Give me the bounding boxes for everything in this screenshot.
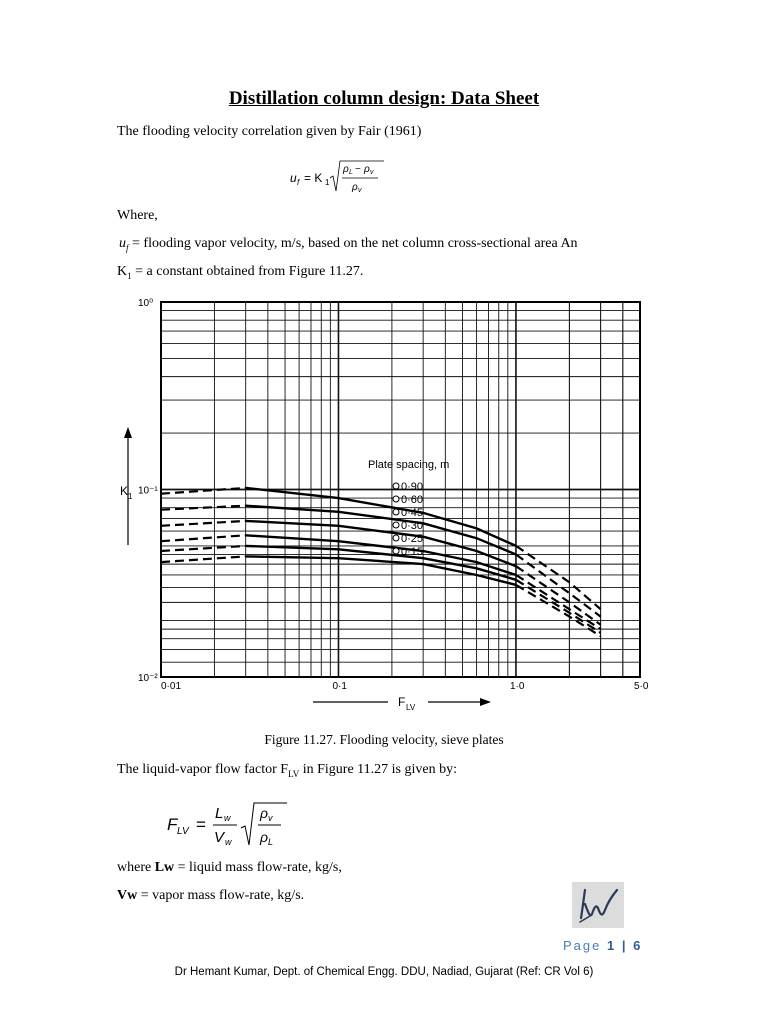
signature-image: [572, 882, 624, 928]
svg-text:ρ: ρ: [364, 164, 370, 175]
page-footer: Dr Hemant Kumar, Dept. of Chemical Engg. DDU, Nadiad, Gujarat (Ref: CR Vol 6): [174, 966, 594, 978]
svg-text:−: −: [355, 164, 361, 175]
x-axis-arrowhead: [480, 698, 491, 706]
k1-definition: $K_1 = a$ constant obtained from Figure 11.27.: [117, 264, 364, 281]
legend-title: Plate spacing, m: [368, 459, 450, 471]
spacing-marker: [393, 496, 399, 502]
flv-intro: The liquid-vapor flow factor $F_{LV}$ in Figure 11.27 is given by:: [117, 762, 457, 779]
y-tick-label: 10⁰: [138, 298, 154, 309]
curve-0·30-lead: [161, 535, 246, 541]
svg-text:ρ: ρ: [352, 182, 358, 193]
x-tick-label: 0·1: [332, 681, 347, 692]
vw-definition: Vw = vapor mass flow-rate, kg/s.: [117, 888, 305, 903]
x-tick-label: 0·01: [161, 681, 182, 692]
svg-text:v: v: [268, 813, 273, 823]
curve-0·15-lead: [161, 556, 246, 562]
figure-caption: Figure 11.27. Flooding velocity, sieve plates: [264, 732, 504, 747]
x-tick-label: 1·0: [509, 681, 525, 692]
curve-0·25-lead: [161, 546, 246, 551]
spacing-marker: [393, 483, 399, 489]
svg-text:LV: LV: [177, 826, 189, 837]
fair-equation: [288, 156, 398, 198]
spacing-label: 0·30: [401, 520, 424, 532]
svg-text:ρ: ρ: [343, 164, 349, 175]
svg-text:f: f: [297, 178, 300, 187]
svg-text:ρ: ρ: [260, 805, 269, 821]
y-axis-label: K: [120, 484, 129, 498]
svg-text:F: F: [167, 815, 178, 834]
flooding-velocity-chart: [118, 290, 648, 720]
spacing-marker: [393, 535, 399, 541]
svg-text:u: u: [290, 171, 297, 185]
svg-text:= K: = K: [304, 171, 323, 185]
spacing-label: 0·90: [401, 481, 424, 493]
x-axis-label: F: [398, 695, 406, 709]
svg-text:=: =: [196, 815, 206, 834]
lw-definition: where Lw = liquid mass flow-rate, kg/s,: [117, 860, 342, 875]
y-axis-label-sub: 1: [128, 492, 133, 501]
spacing-marker: [393, 522, 399, 528]
y-tick-label: 10⁻²: [138, 673, 158, 684]
svg-text:L: L: [215, 805, 224, 822]
where-label: Where,: [117, 208, 158, 223]
svg-text:V: V: [214, 829, 225, 846]
svg-text:1: 1: [325, 178, 330, 187]
svg-text:ρ: ρ: [260, 829, 269, 845]
x-axis-label-sub: LV: [406, 703, 416, 712]
spacing-label: 0·25: [401, 533, 424, 545]
x-tick-label: 5·0: [634, 681, 648, 692]
svg-text:w: w: [225, 837, 232, 847]
curve-0·15-tail: [516, 585, 601, 636]
spacing-marker: [393, 509, 399, 515]
page-number: Page 1 | 6: [563, 938, 643, 953]
spacing-label: 0·15: [401, 546, 424, 558]
svg-text:v: v: [370, 169, 374, 176]
y-axis-arrowhead: [124, 427, 132, 438]
spacing-label: 0·45: [401, 507, 424, 519]
spacing-marker: [393, 548, 399, 554]
flv-equation: [165, 800, 315, 850]
curve-0·90-tail: [516, 546, 601, 609]
chart-curves: [161, 488, 601, 636]
intro-text: The flooding velocity correlation given by Fair (1961): [117, 124, 422, 139]
page-title: Distillation column design: Data Sheet: [228, 88, 540, 109]
uf-definition: $u_f$ = flooding vapor velocity, m/s, based on the net column cross-sectional area An: [119, 236, 578, 253]
svg-text:w: w: [224, 813, 231, 823]
svg-text:L: L: [349, 169, 353, 176]
y-tick-label: 10⁻¹: [138, 485, 158, 497]
curve-0·45-lead: [161, 521, 246, 526]
svg-text:v: v: [358, 187, 362, 194]
svg-text:L: L: [268, 837, 274, 847]
spacing-label: 0·60: [401, 494, 424, 506]
